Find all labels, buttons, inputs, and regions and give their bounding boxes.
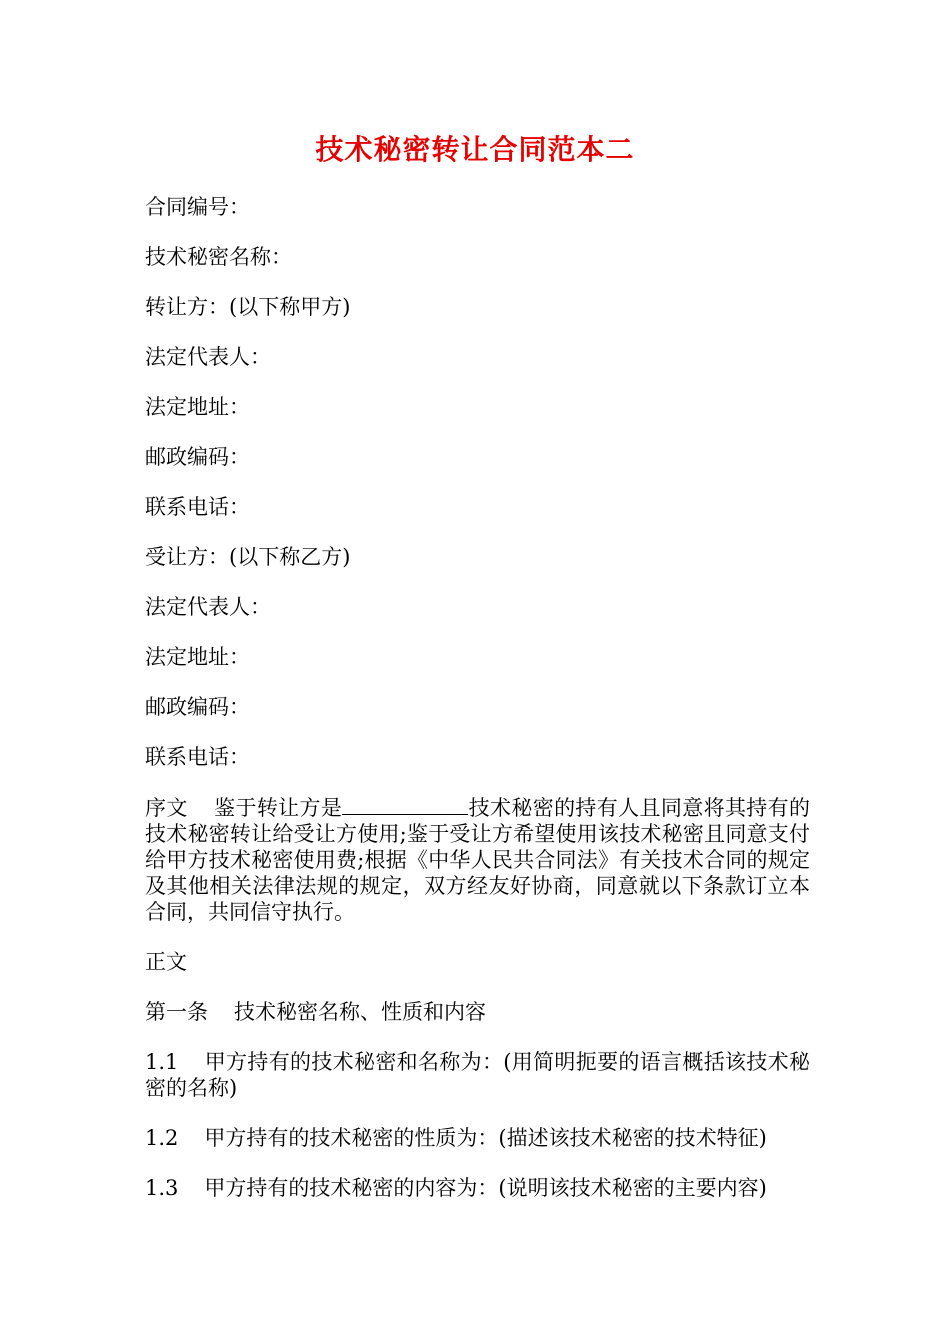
clause-text: 甲方持有的技术秘密和名称为：(用简明扼要的语言概括该技术秘密的名称) [145,1050,810,1100]
article-1-heading [145,999,810,1025]
field-transferor-postcode: 邮政编码： [145,445,250,469]
preamble-paragraph [145,794,810,925]
field-transferee: 受让方：(以下称乙方) [145,545,351,569]
field-transferor-phone: 联系电话： [145,495,250,519]
preamble-label: 序文 [145,796,188,820]
clause-1-1 [145,1049,810,1101]
preamble-after-blank: 技术秘密的持有人且同意将其持有的技术秘密转让给受让方使用;鉴于受让方希望使用该技术秘密且同意支付给甲方技术秘密使用费;根据《中华人民共合同法》有关技术合同的规定及其他相关法律法规的规定，双方经友好协商，同意就以下条款订立本合同，共同信守执行。 [145,796,811,924]
clause-number: 1.2 [145,1126,179,1150]
field-transferee-representative: 法定代表人： [145,595,271,619]
clause-text: 甲方持有的技术秘密的性质为：(描述该技术秘密的技术特征) [204,1126,767,1150]
clause-number: 1.1 [145,1050,179,1074]
field-transferor-address: 法定地址： [145,395,250,419]
field-contract-number: 合同编号： [145,195,250,219]
clause-1-2 [145,1125,810,1151]
preamble-before-blank: 鉴于转让方是 [213,796,343,820]
clause-number: 1.3 [145,1176,179,1200]
field-transferor-representative: 法定代表人： [145,345,271,369]
field-transferor: 转让方：(以下称甲方) [145,295,351,319]
field-transferee-postcode: 邮政编码： [145,695,250,719]
field-secret-name: 技术秘密名称： [145,245,292,269]
clause-1-3 [145,1175,810,1201]
preamble-blank-line [342,794,468,815]
article-1-number: 第一条 [145,1000,208,1024]
article-1-title: 技术秘密名称、性质和内容 [234,1000,486,1024]
document-title: 技术秘密转让合同范本二 [315,133,635,166]
field-transferee-address: 法定地址： [145,645,250,669]
document-body [145,194,810,1225]
clause-text: 甲方持有的技术秘密的内容为：(说明该技术秘密的主要内容) [204,1176,767,1200]
body-label: 正文 [145,950,187,974]
field-transferee-phone: 联系电话： [145,745,250,769]
